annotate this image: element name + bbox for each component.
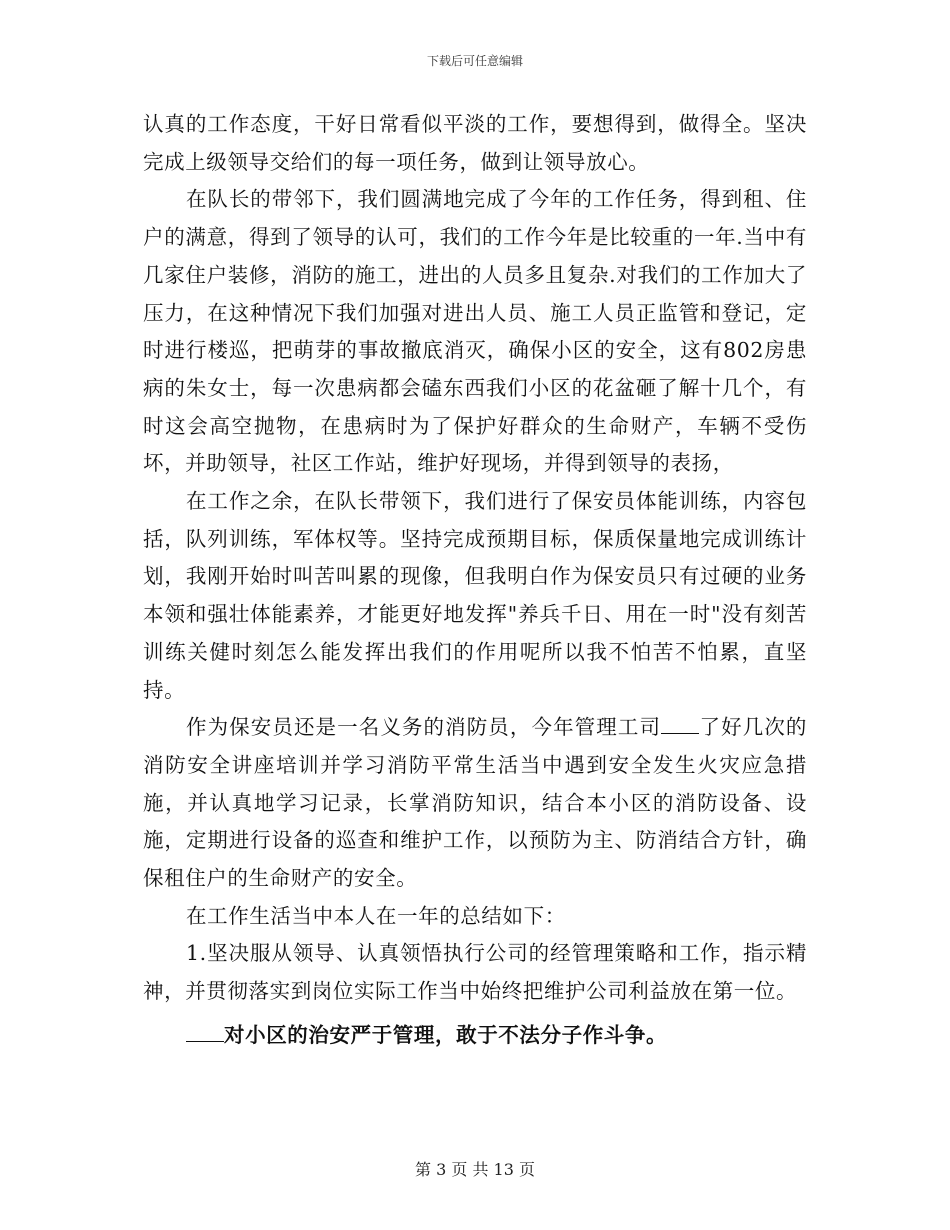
fill-in-blank bbox=[186, 1023, 224, 1042]
page-footer: 第 3 页 共 13 页 bbox=[415, 1160, 535, 1179]
list-item-2 bbox=[143, 1017, 807, 1055]
paragraph-fire-safety-part2: 了好几次的消防安全讲座培训并学习消防平常生活当中遇到安全发生火灾应急措施，并认真地学习记录，长掌消防知识，结合本小区的消防设备、设施，定期进行设备的巡查和维护工作，以预防为主、防消结合方针，确保租住户的生命财产的安全。 bbox=[143, 715, 808, 891]
paragraph-fire-safety-part1: 作为保安员还是一名义务的消防员，今年管理工司 bbox=[186, 715, 662, 740]
paragraph-summary-intro: 在工作生活当中本人在一年的总结如下： bbox=[186, 903, 566, 928]
paragraph-fire-safety bbox=[143, 709, 807, 898]
paragraph-work-review: 在队长的带邻下，我们圆满地完成了今年的工作任务，得到租、住户的满意，得到了领导的认可，我们的工作今年是比较重的一年.当中有几家住户装修，消防的施工，进出的人员多且复杂.对我们的工作加大了压力，在这种情况下我们加强对进出人员、施工人员正监管和登记，定时进行楼巡，把萌芽的事故撤底消灭，确保小区的安全，这有802房患病的朱女士，每一次患病都会磕东西我们小区的花盆砸了解十几个，有时这会高空抛物，在患病时为了保护好群众的生命财产，车辆不受伤坏，并助领导，社区工作站，维护好现场，并得到领导的表扬， bbox=[143, 187, 807, 476]
list-item-2-text: 对小区的治安严于管理，敢于不法分子作斗争。 bbox=[224, 1022, 668, 1047]
paragraph-continued: 认真的工作态度，干好日常看似平淡的工作，要想得到，做得全。坚决完成上级领导交给们的每一项任务，做到让领导放心。 bbox=[143, 112, 807, 174]
page-header: 下载后可任意编辑 bbox=[426, 54, 523, 68]
list-item-1: 1.坚决服从领导、认真领悟执行公司的经管理策略和工作，指示精神，并贯彻落实到岗位实际工作当中始终把维护公司利益放在第一位。 bbox=[143, 941, 807, 1004]
paragraph-training: 在工作之余，在队长带领下，我们进行了保安员体能训练，内容包括，队列训练，军体权等。坚持完成预期目标，保质保量地完成训练计划，我刚开始时叫苦叫累的现像，但我明白作为保安员只有过硬的业务本领和强壮体能素养，才能更好地发挥"养兵千日、用在一时"没有刻苦训练关健时刻怎么能发挥出我们的作用呢所以我不怕苦不怕累，直坚持。 bbox=[143, 489, 807, 702]
document-body bbox=[143, 106, 807, 1055]
fill-in-blank bbox=[661, 715, 699, 734]
